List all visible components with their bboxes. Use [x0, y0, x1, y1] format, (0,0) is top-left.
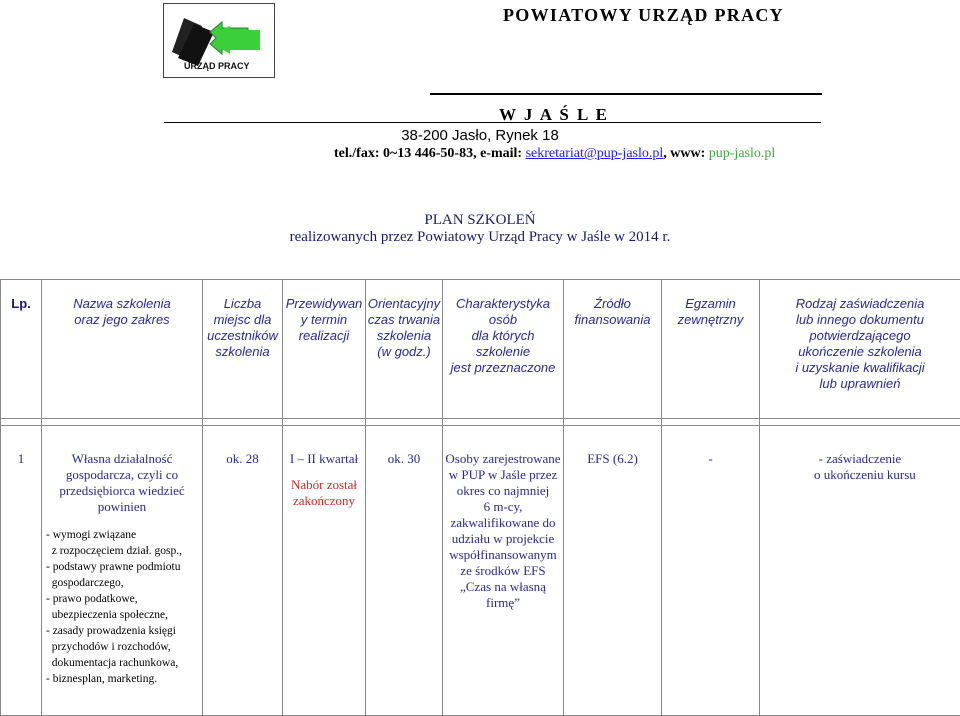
website-link[interactable]: pup-jaslo.pl: [709, 146, 776, 161]
cell-term: [283, 426, 366, 716]
training-plan-table: [0, 279, 960, 716]
header-cell-name: Nazwa szkolenia oraz jego zakres: [42, 280, 203, 419]
table-header-row: [1, 280, 960, 419]
cell-name: [42, 426, 203, 716]
contact-separator: , www:: [663, 146, 709, 161]
header-cell-lp: Lp.: [1, 280, 42, 419]
header-cell-hours: Orientacyjny czas trwania szkolenia (w godz.): [366, 280, 443, 419]
office-city: W J A Ś L E: [0, 105, 960, 125]
table-row: [1, 426, 960, 716]
plan-subtitle: realizowanych przez Powiatowy Urząd Pracy w Jaśle w 2014 r.: [0, 229, 960, 246]
recruitment-status: Nabór został zakończony: [283, 477, 365, 509]
divider: [430, 93, 822, 95]
svg-text:URZĄD PRACY: URZĄD PRACY: [184, 61, 250, 71]
cell-certificate: - zaświadczenie o ukończeniu kursu: [760, 426, 960, 716]
table-spacer-row: [1, 419, 960, 426]
header-cell-exam: Egzamin zewnętrzny: [662, 280, 760, 419]
training-name: Własna działalność gospodarcza, czyli co przedsiębiorca wiedzieć powinien: [42, 451, 202, 515]
header-cell-term: Przewidywan y termin realizacji: [283, 280, 366, 419]
cell-target: Osoby zarejestrowane w PUP w Jaśle przez okres co najmniej 6 m-cy, zakwalifikowane do udziału w projekcie współfinansowanym ze środków EFS „Czas na własną firmę”: [443, 426, 564, 716]
header-cell-places: Liczba miejsc dla uczestników szkolenia: [203, 280, 283, 419]
logo-icon: [164, 4, 274, 77]
contact-label: tel./fax: 0~13 446-50-83, e-mail:: [334, 146, 526, 161]
term-text: I – II kwartał: [283, 451, 365, 467]
cell-funding: EFS (6.2): [564, 426, 662, 716]
cell-lp: 1: [1, 426, 42, 716]
office-contact: [334, 146, 775, 162]
office-title: POWIATOWY URZĄD PRACY: [503, 5, 784, 26]
header-cell-funding: Źródło finansowania: [564, 280, 662, 419]
cell-exam: -: [662, 426, 760, 716]
training-scope: - wymogi związane z rozpoczęciem dział. gosp., - podstawy prawne podmiotu gospodarczego, - prawo podatkowe, ubezpieczenia społeczne, - zasady prowadzenia księgi przychodów i rozchodów, dokumentacja rachunkowa, - biznesplan, marketing.: [42, 527, 202, 687]
header-cell-certificate: Rodzaj zaświadczenia lub innego dokumentu potwierdzającego ukończenie szkolenia i uzyskanie kwalifikacji lub uprawnień: [760, 280, 960, 419]
email-link[interactable]: sekretariat@pup-jaslo.pl: [526, 146, 664, 161]
cell-hours: ok. 30: [366, 426, 443, 716]
logo: [163, 3, 275, 78]
header-cell-target: Charakterystyka osób dla których szkolenie jest przeznaczone: [443, 280, 564, 419]
divider: [164, 122, 821, 123]
plan-title: PLAN SZKOLEŃ: [0, 212, 960, 229]
office-address: 38-200 Jasło, Rynek 18: [0, 127, 960, 144]
cell-places: ok. 28: [203, 426, 283, 716]
